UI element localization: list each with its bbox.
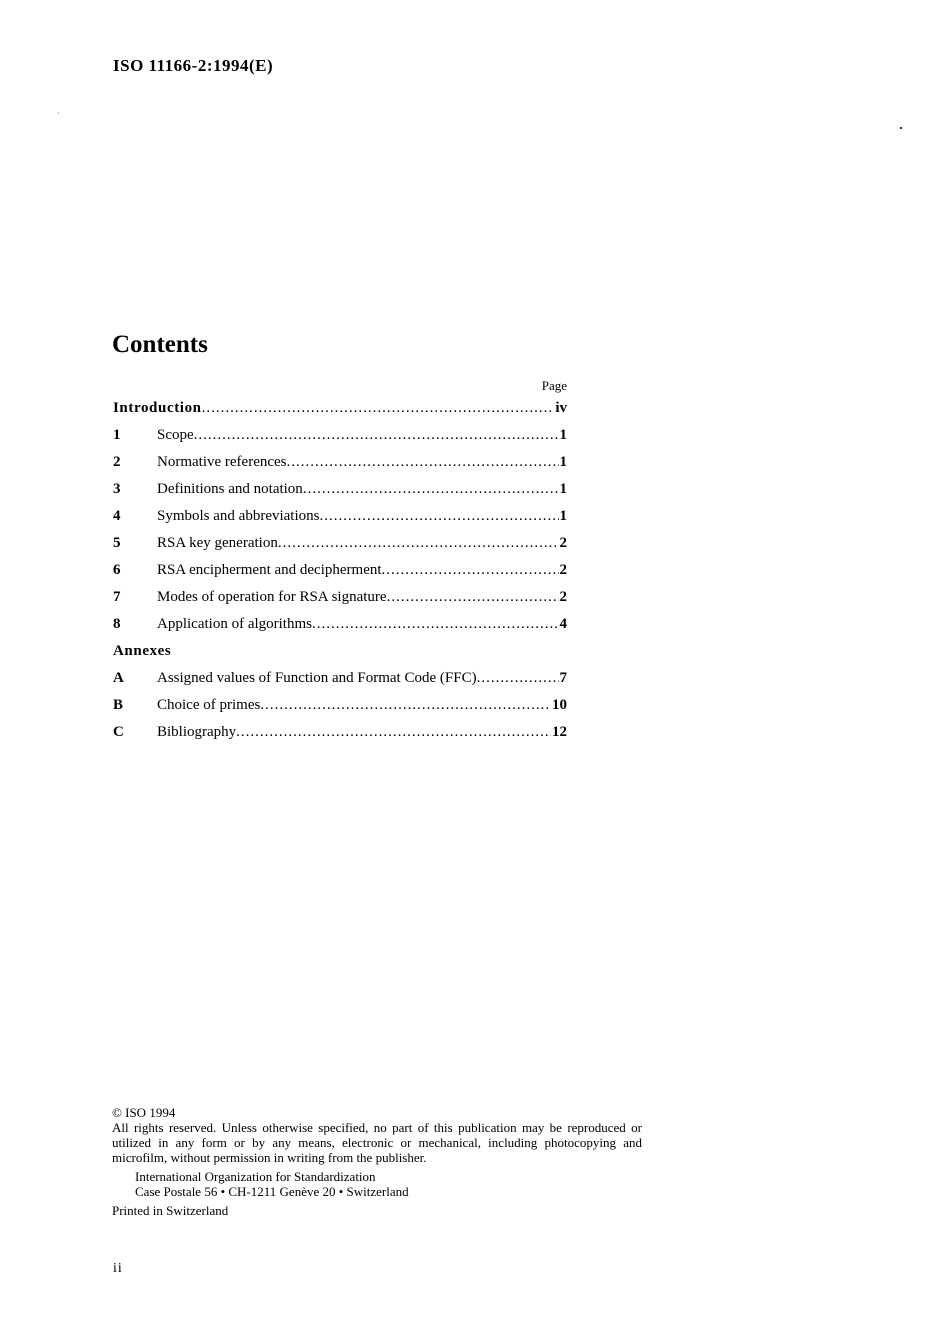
dot-leader	[236, 724, 551, 741]
toc-entry-page: 2	[559, 562, 567, 578]
toc-entry-page: iv	[555, 400, 567, 416]
toc-entry[interactable]	[113, 427, 567, 454]
copyright-notice	[112, 1105, 642, 1218]
toc-entry[interactable]	[113, 454, 567, 481]
dot-leader	[194, 427, 559, 444]
organization-name: International Organization for Standardization	[135, 1169, 376, 1184]
toc-annex-entry[interactable]	[113, 670, 567, 697]
toc-entry-title: Normative references	[157, 454, 287, 470]
toc-annex-entry[interactable]	[113, 697, 567, 724]
dot-leader	[278, 535, 559, 552]
toc-entry-number: A	[113, 670, 124, 686]
toc-entry-title: Symbols and abbreviations	[157, 508, 320, 524]
toc-entry-title: Assigned values of Function and Format Code (FFC)	[157, 670, 477, 686]
printed-location: Printed in Switzerland	[112, 1203, 229, 1218]
toc-entry[interactable]	[113, 508, 567, 535]
toc-entry-number: 5	[113, 535, 121, 551]
toc-entry-title: Definitions and notation	[157, 481, 303, 497]
dot-leader	[202, 400, 555, 417]
toc-entry-title: Modes of operation for RSA signature	[157, 589, 387, 605]
toc-entry-page: 2	[559, 535, 567, 551]
document-id: ISO 11166-2:1994(E)	[113, 56, 274, 75]
toc-entry-page: 1	[559, 481, 567, 497]
scan-speck	[900, 127, 902, 129]
toc-entry-page: 10	[552, 697, 567, 713]
toc-entry-page: 1	[559, 454, 567, 470]
toc-entry-page: 1	[559, 508, 567, 524]
toc-entry-introduction[interactable]	[113, 400, 567, 427]
toc-entry[interactable]	[113, 481, 567, 508]
dot-leader	[312, 616, 559, 633]
scan-speck	[58, 112, 59, 114]
rights-statement: All rights reserved. Unless otherwise specified, no part of this publication may be reproduced or utilized in any form or by any means, electronic or mechanical, including photocopying and microfilm, without permission in writing from the publisher.	[112, 1120, 642, 1165]
toc-entry-title: Introduction	[113, 400, 202, 416]
organization-address: Case Postale 56 • CH-1211 Genève 20 • Switzerland	[135, 1184, 409, 1199]
toc-entry-page: 7	[559, 670, 567, 686]
table-of-contents	[113, 400, 567, 751]
dot-leader	[319, 508, 558, 525]
toc-entry-number: 8	[113, 616, 121, 632]
toc-entry-number: 1	[113, 427, 121, 443]
toc-entry-number: 3	[113, 481, 121, 497]
page-number: ii	[113, 1261, 123, 1276]
dot-leader	[382, 562, 559, 579]
toc-entry-number: 7	[113, 589, 121, 605]
toc-annex-entry[interactable]	[113, 724, 567, 751]
dot-leader	[303, 481, 559, 498]
toc-entry-page: 4	[559, 616, 567, 632]
toc-entry-title: Scope	[157, 427, 194, 443]
toc-entry-page: 2	[559, 589, 567, 605]
dot-leader	[387, 589, 559, 606]
page-column-label: Page	[541, 378, 567, 393]
toc-entry-number: B	[113, 697, 124, 713]
toc-entry-title: Bibliography	[157, 724, 237, 740]
toc-entry[interactable]	[113, 562, 567, 589]
toc-entry-number: 2	[113, 454, 121, 470]
toc-entry-page: 12	[552, 724, 567, 740]
toc-entry-title: RSA key generation	[157, 535, 278, 551]
toc-entry-number: C	[113, 724, 124, 740]
toc-entry-title: Application of algorithms	[157, 616, 312, 632]
toc-entry[interactable]	[113, 616, 567, 643]
toc-entry-page: 1	[559, 427, 567, 443]
annexes-heading: Annexes	[113, 643, 172, 659]
toc-entry-title: RSA encipherment and decipherment	[157, 562, 382, 578]
contents-title: Contents	[112, 331, 208, 358]
dot-leader	[477, 670, 559, 687]
toc-entry-number: 4	[113, 508, 121, 524]
dot-leader	[287, 454, 559, 471]
copyright-line: © ISO 1994	[112, 1105, 176, 1120]
dot-leader	[260, 697, 551, 714]
toc-entry-title: Choice of primes	[157, 697, 261, 713]
toc-entry-number: 6	[113, 562, 121, 578]
toc-entry[interactable]	[113, 589, 567, 616]
toc-entry[interactable]	[113, 535, 567, 562]
